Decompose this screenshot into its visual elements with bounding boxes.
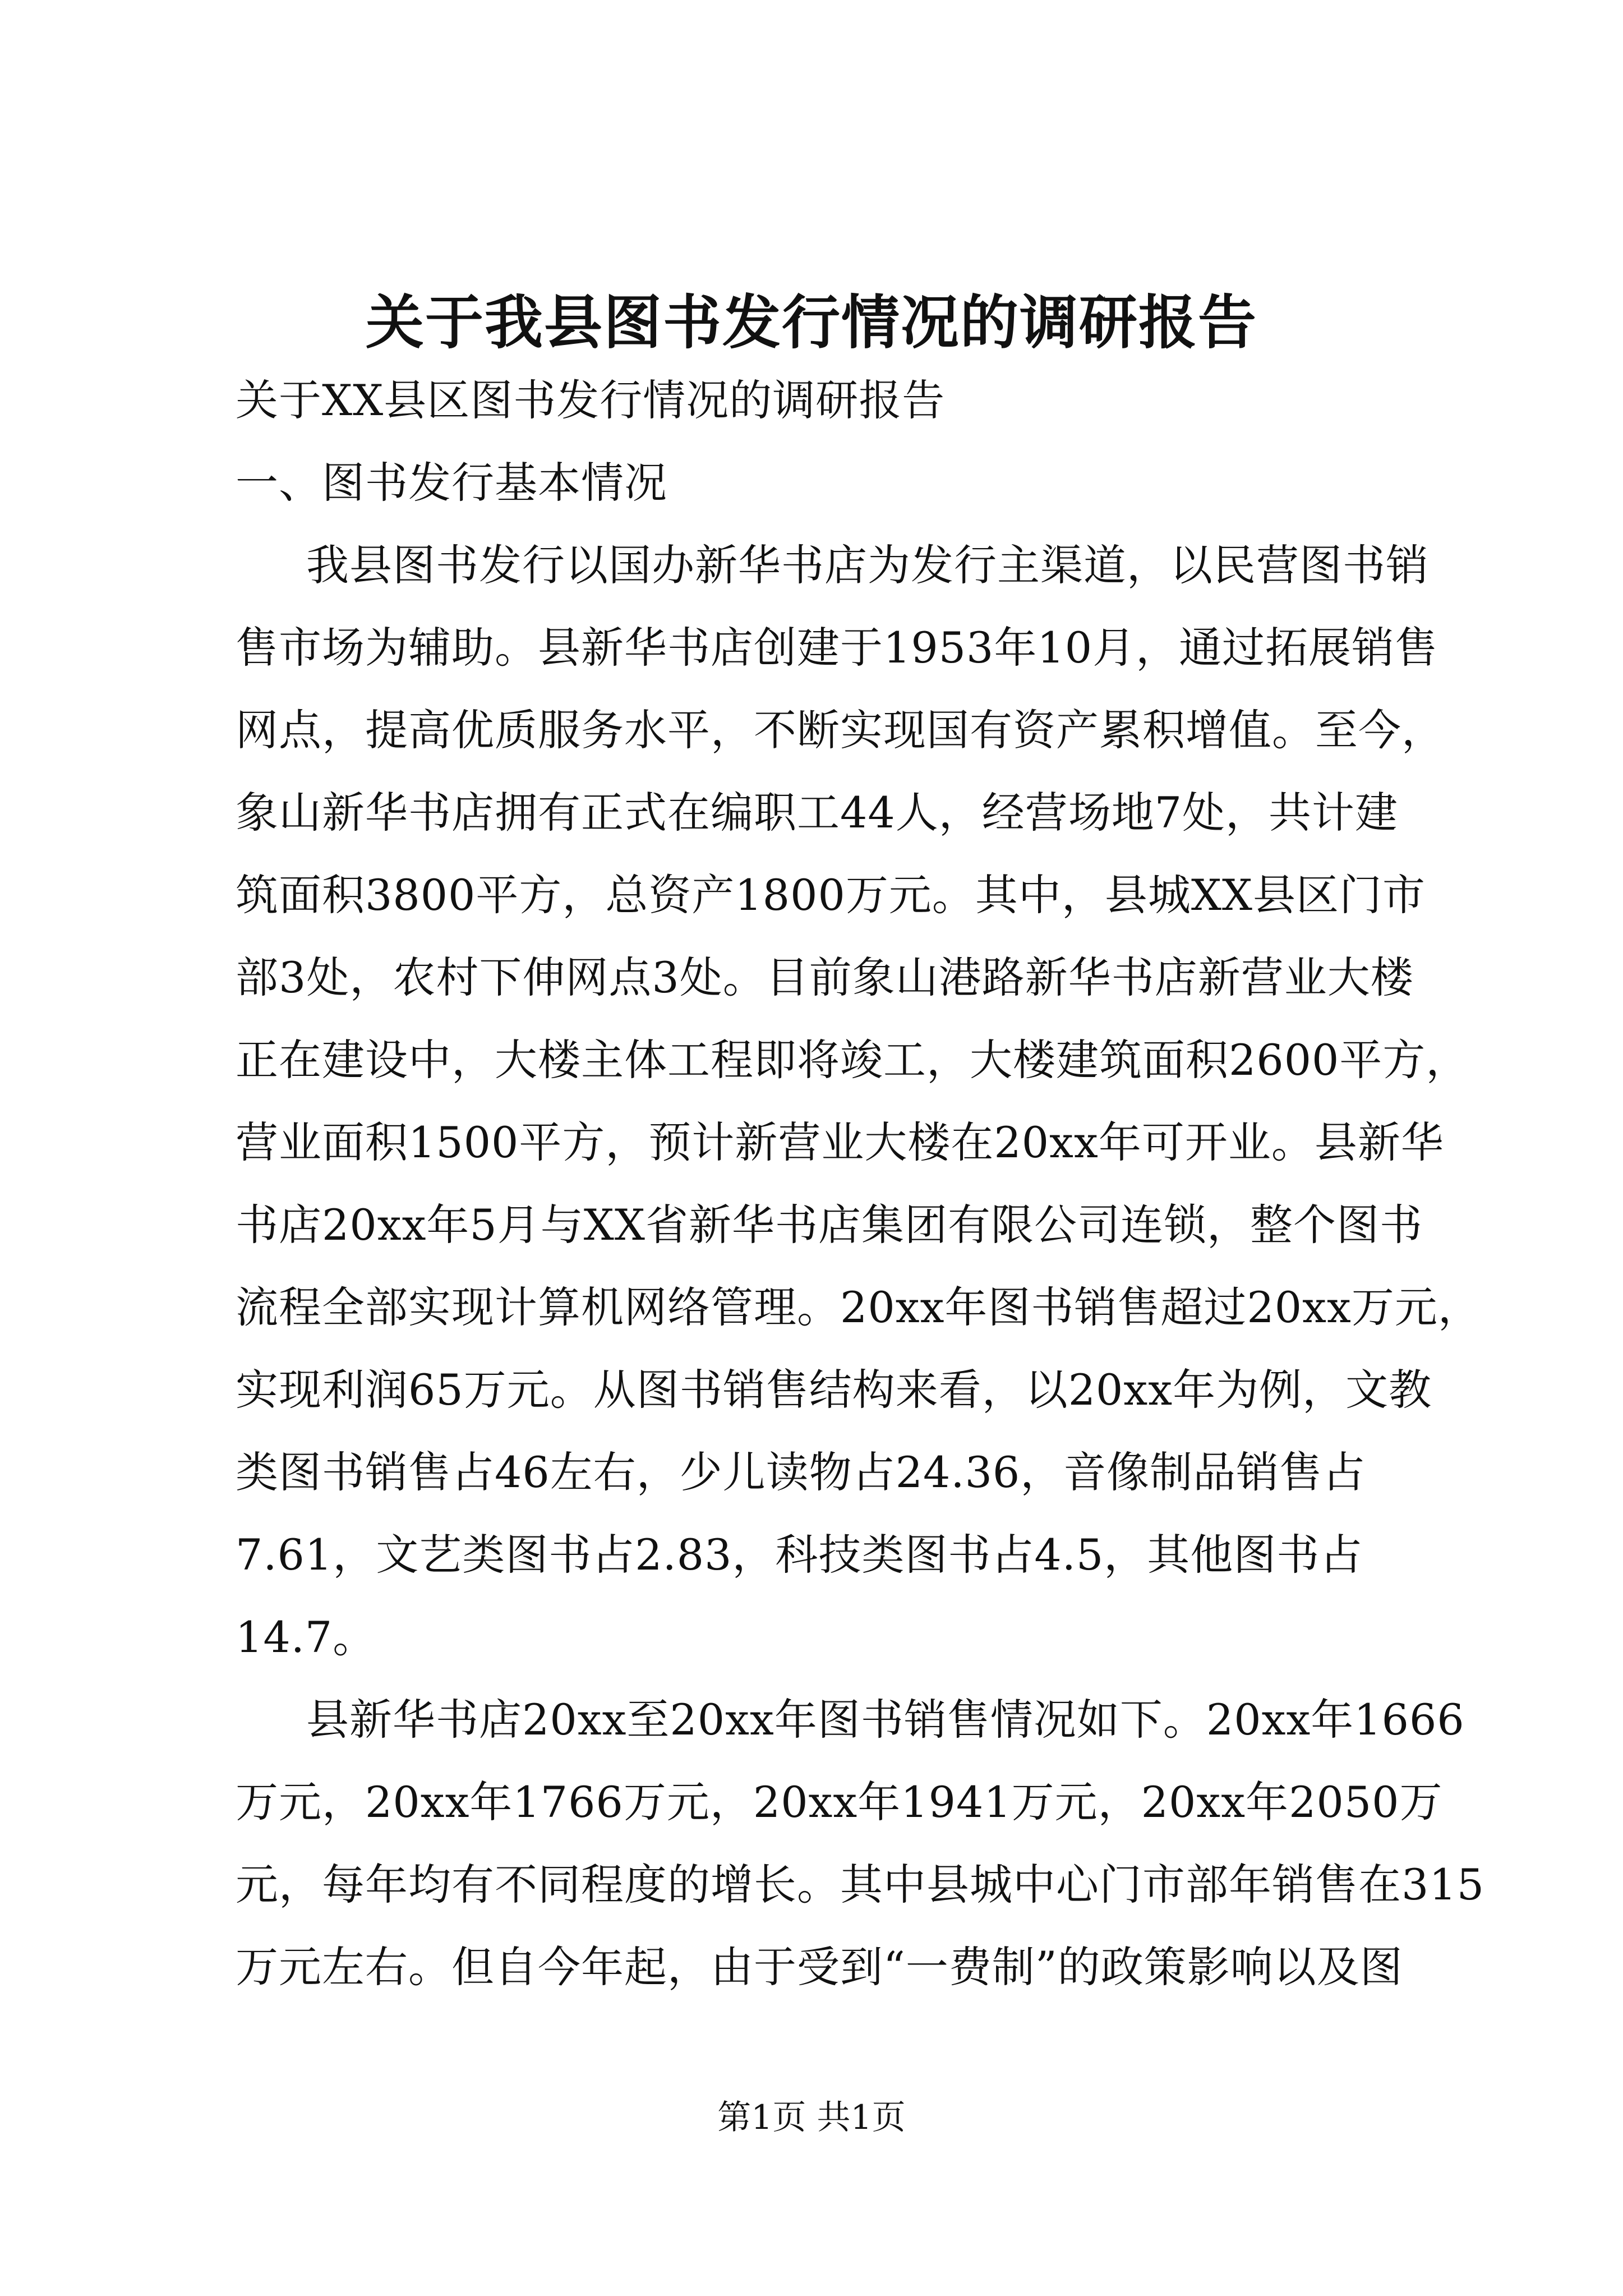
paragraph-line: 书店20xx年5月与XX省新华书店集团有限公司连锁，整个图书: [236, 1200, 1423, 1250]
document-body: [236, 359, 1485, 2008]
paragraph-line: 我县图书发行以国办新华书店为发行主渠道，以民营图书销: [306, 540, 1429, 590]
page-number-footer: 第1页 共1页: [717, 2098, 906, 2137]
document-title: 关于我县图书发行情况的调研报告: [365, 288, 1257, 357]
paragraph-line: 象山新华书店拥有正式在编职工44人，经营场地7处，共计建: [236, 788, 1399, 838]
paragraph-line: 网点，提高优质服务水平，不断实现国有资产累积增值。至今，: [236, 705, 1445, 755]
paragraph-line: 售市场为辅助。县新华书店创建于1953年10月，通过拓展销售: [236, 623, 1438, 673]
paragraph-line: 7.61，文艺类图书占2.83，科技类图书占4.5，其他图书占: [236, 1530, 1363, 1580]
paragraph-line: 流程全部实现计算机网络管理。20xx年图书销售超过20xx万元，: [236, 1282, 1481, 1332]
paragraph-line: 正在建设中，大楼主体工程即将竣工，大楼建筑面积2600平方，: [236, 1035, 1469, 1085]
section-heading: 一、图书发行基本情况: [236, 458, 667, 508]
paragraph-line: 万元左右。但自今年起，由于受到“一费制”的政策影响以及图: [236, 1942, 1403, 1992]
paragraph-line: 类图书销售占46左右，少儿读物占24.36，音像制品销售占: [236, 1447, 1366, 1497]
paragraph-line: 部3处，农村下伸网点3处。目前象山港路新华书店新营业大楼: [236, 953, 1414, 1002]
paragraph-line: 筑面积3800平方，总资产1800万元。其中，县城XX县区门市: [236, 870, 1426, 920]
paragraph-line: 万元，20xx年1766万元，20xx年1941万元，20xx年2050万: [236, 1777, 1443, 1827]
paragraph-line: 营业面积1500平方，预计新营业大楼在20xx年可开业。县新华: [236, 1117, 1444, 1167]
paragraph-line: 县新华书店20xx至20xx年图书销售情况如下。20xx年1666: [306, 1695, 1465, 1745]
paragraph-line: 14.7。: [236, 1612, 376, 1662]
subtitle-line: 关于XX县区图书发行情况的调研报告: [236, 375, 946, 425]
paragraph-line: 实现利润65万元。从图书销售结构来看，以20xx年为例，文教: [236, 1365, 1432, 1415]
paragraph-line: 元，每年均有不同程度的增长。其中县城中心门市部年销售在315: [236, 1860, 1485, 1910]
